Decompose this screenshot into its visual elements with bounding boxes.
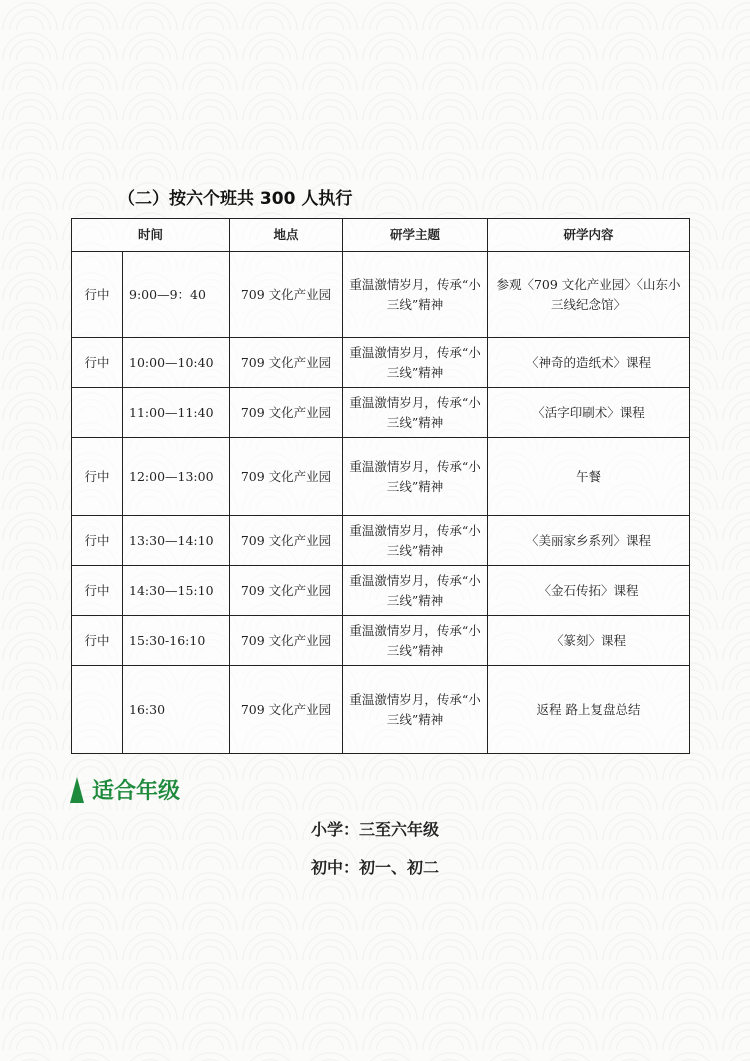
- row-type-cell: 行中: [72, 252, 123, 338]
- row-theme-cell: 重温激情岁月，传承“小三线”精神: [343, 388, 488, 438]
- row-type-cell: [72, 388, 123, 438]
- row-place-cell: 709 文化产业园: [230, 516, 343, 566]
- row-content-cell: 〈篆刻〉课程: [488, 616, 690, 666]
- row-content-cell: 参观〈709 文化产业园〉〈山东小三线纪念馆〉: [488, 252, 690, 338]
- row-content-cell: 〈活字印刷术〉课程: [488, 388, 690, 438]
- header-theme: 研学主题: [343, 219, 488, 252]
- row-place-cell: 709 文化产业园: [230, 252, 343, 338]
- row-theme-cell: 重温激情岁月，传承“小三线”精神: [343, 666, 488, 754]
- row-type-cell: 行中: [72, 516, 123, 566]
- row-content-cell: 〈神奇的造纸术〉课程: [488, 338, 690, 388]
- header-content: 研学内容: [488, 219, 690, 252]
- row-place-cell: 709 文化产业园: [230, 616, 343, 666]
- row-type-cell: 行中: [72, 566, 123, 616]
- row-content-cell: 〈金石传拓〉课程: [488, 566, 690, 616]
- table-row: [72, 438, 690, 516]
- row-place-cell: 709 文化产业园: [230, 388, 343, 438]
- row-time-cell: 12:00—13:00: [123, 438, 230, 516]
- table-row: [72, 516, 690, 566]
- table-row: [72, 666, 690, 754]
- table-row: [72, 252, 690, 338]
- green-triangle-icon: [70, 777, 84, 803]
- header-time: 时间: [72, 219, 230, 252]
- header-place: 地点: [230, 219, 343, 252]
- table-row: [72, 566, 690, 616]
- row-place-cell: 709 文化产业园: [230, 438, 343, 516]
- section-heading: （二）按六个班共 300 人执行: [118, 189, 353, 209]
- table-row: [72, 388, 690, 438]
- row-theme-cell: 重温激情岁月，传承“小三线”精神: [343, 338, 488, 388]
- grade-middle-line: 初中：初一、初二: [310, 858, 439, 877]
- row-type-cell: [72, 666, 123, 754]
- row-time-cell: 10:00—10:40: [123, 338, 230, 388]
- row-theme-cell: 重温激情岁月，传承“小三线”精神: [343, 438, 488, 516]
- row-theme-cell: 重温激情岁月，传承“小三线”精神: [343, 616, 488, 666]
- grade-primary-line: 小学：三至六年级: [310, 820, 439, 839]
- row-theme-cell: 重温激情岁月，传承“小三线”精神: [343, 252, 488, 338]
- table-header-row: [72, 219, 690, 252]
- row-time-cell: 14:30—15:10: [123, 566, 230, 616]
- row-time-cell: 13:30—14:10: [123, 516, 230, 566]
- table-row: [72, 338, 690, 388]
- row-place-cell: 709 文化产业园: [230, 566, 343, 616]
- schedule-body: [72, 252, 690, 754]
- row-content-cell: 〈美丽家乡系列〉课程: [488, 516, 690, 566]
- row-time-cell: 16:30: [123, 666, 230, 754]
- grade-heading: [70, 774, 180, 805]
- row-type-cell: 行中: [72, 438, 123, 516]
- table-row: [72, 616, 690, 666]
- row-place-cell: 709 文化产业园: [230, 338, 343, 388]
- row-type-cell: 行中: [72, 616, 123, 666]
- row-content-cell: 午餐: [488, 438, 690, 516]
- row-time-cell: 11:00—11:40: [123, 388, 230, 438]
- row-time-cell: 15:30-16:10: [123, 616, 230, 666]
- grade-title: 适合年级: [92, 779, 181, 804]
- row-theme-cell: 重温激情岁月，传承“小三线”精神: [343, 516, 488, 566]
- row-theme-cell: 重温激情岁月，传承“小三线”精神: [343, 566, 488, 616]
- row-time-cell: 9:00—9：40: [123, 252, 230, 338]
- schedule-table: [71, 218, 690, 754]
- row-content-cell: 返程 路上复盘总结: [488, 666, 690, 754]
- row-type-cell: 行中: [72, 338, 123, 388]
- row-place-cell: 709 文化产业园: [230, 666, 343, 754]
